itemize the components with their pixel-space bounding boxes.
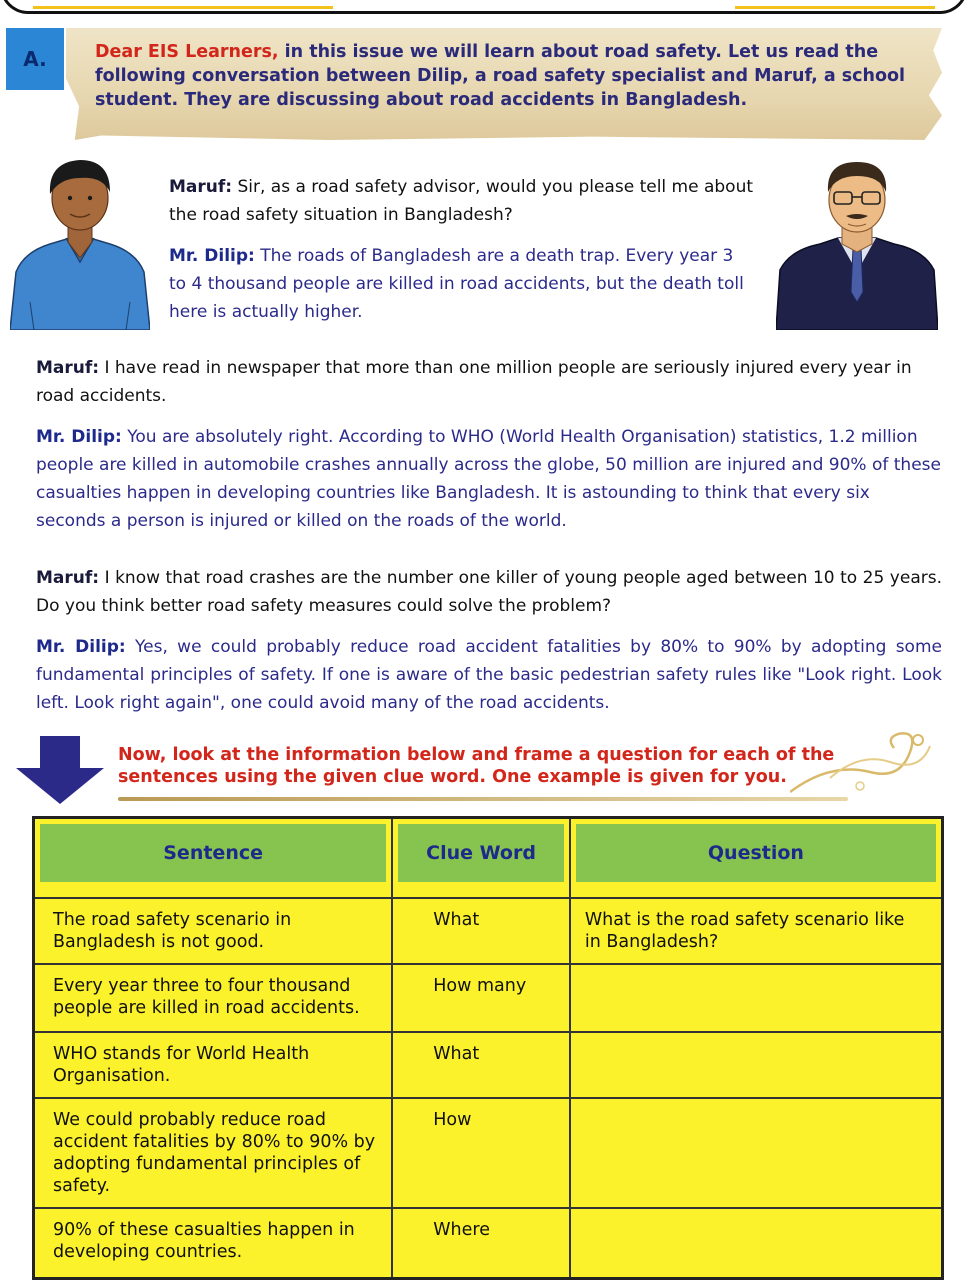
clue-cell: What [392,898,570,964]
question-cell: What is the road safety scenario like in Bangladesh? [570,898,943,964]
table-row [34,1098,943,1208]
clue-cell: How many [392,964,570,1032]
question-cell[interactable] [570,964,943,1032]
speaker-dilip: Mr. Dilip: [169,246,255,266]
section-label: A. [6,28,64,90]
header-question: Question [570,818,943,899]
speaker-maruf: Maruf: [36,568,100,588]
page-top-frame [0,0,968,14]
speaker-maruf: Maruf: [36,358,100,378]
intro-body: in this issue we will learn about road safety. Let us read the following conversation between Dilip, a road safety specialist and Maruf, a school student. They are discussing about road accidents in Bangladesh. [95,42,906,110]
instruction-text: Now, look at the information below and frame a question for each of the sentences using the given clue word. One example is given for you. [118,745,835,787]
sentence-cell: 90% of these casualties happen in developing countries. [34,1208,393,1278]
table-row [34,964,943,1032]
clue-cell: What [392,1032,570,1098]
dialog-text: You are absolutely right. According to WHO (World Health Organisation) statistics, 1.2 million people are killed in automobile crashes annually across the globe, 50 million are injured and 90% of these casualties happen in developing countries like Bangladesh. It is astounding to think that every six seconds a person is injured or killed on the roads of the world. [36,427,941,531]
dialog-text: I know that road crashes are the number one killer of young people aged between 10 to 25 years. Do you think better road safety measures could solve the problem? [36,568,942,616]
clue-cell: Where [392,1208,570,1278]
instruction-underline [118,797,848,801]
dialog-text: I have read in newspaper that more than one million people are seriously injured every year in road accidents. [36,358,912,406]
speaker-maruf: Maruf: [169,177,233,197]
speaker-dilip: Mr. Dilip: [36,427,122,447]
table-header-row [34,818,943,899]
dialog-maruf-1 [169,173,753,229]
dilip-illustration [776,152,938,330]
header-sentence: Sentence [34,818,393,899]
dialog-maruf-2 [36,354,942,410]
dialog-dilip-2 [36,423,942,535]
dialog-text: The roads of Bangladesh are a death trap. Every year 3 to 4 thousand people are killed in road accidents, but the death toll here is actually higher. [169,246,744,322]
intro-greeting: Dear EIS Learners, [95,42,279,62]
dialog-dilip-3 [36,633,942,717]
dialog-maruf-3 [36,564,942,620]
maruf-illustration [10,152,150,330]
header-clue-word: Clue Word [392,818,570,899]
sentence-cell: Every year three to four thousand people are killed in road accidents. [34,964,393,1032]
sentence-cell: We could probably reduce road accident fatalities by 80% to 90% by adopting fundamental principles of safety. [34,1098,393,1208]
dialog-text: Yes, we could probably reduce road accident fatalities by 80% to 90% by adopting some fundamental principles of safety. If one is aware of the basic pedestrian safety rules like "Look right. Look left. Look right again", one could avoid many of the road accidents. [36,637,942,713]
intro-text [95,40,925,112]
question-cell[interactable] [570,1032,943,1098]
sentence-cell: WHO stands for World Health Organisation. [34,1032,393,1098]
question-cell[interactable] [570,1098,943,1208]
sentence-cell: The road safety scenario in Bangladesh is not good. [34,898,393,964]
clue-cell: How [392,1098,570,1208]
question-table [32,816,944,1280]
table-row [34,1032,943,1098]
down-arrow-icon [16,736,104,804]
dialog-text: Sir, as a road safety advisor, would you please tell me about the road safety situation in Bangladesh? [169,177,754,225]
dialog-dilip-1 [169,242,753,326]
speaker-dilip: Mr. Dilip: [36,637,126,657]
table-row [34,898,943,964]
